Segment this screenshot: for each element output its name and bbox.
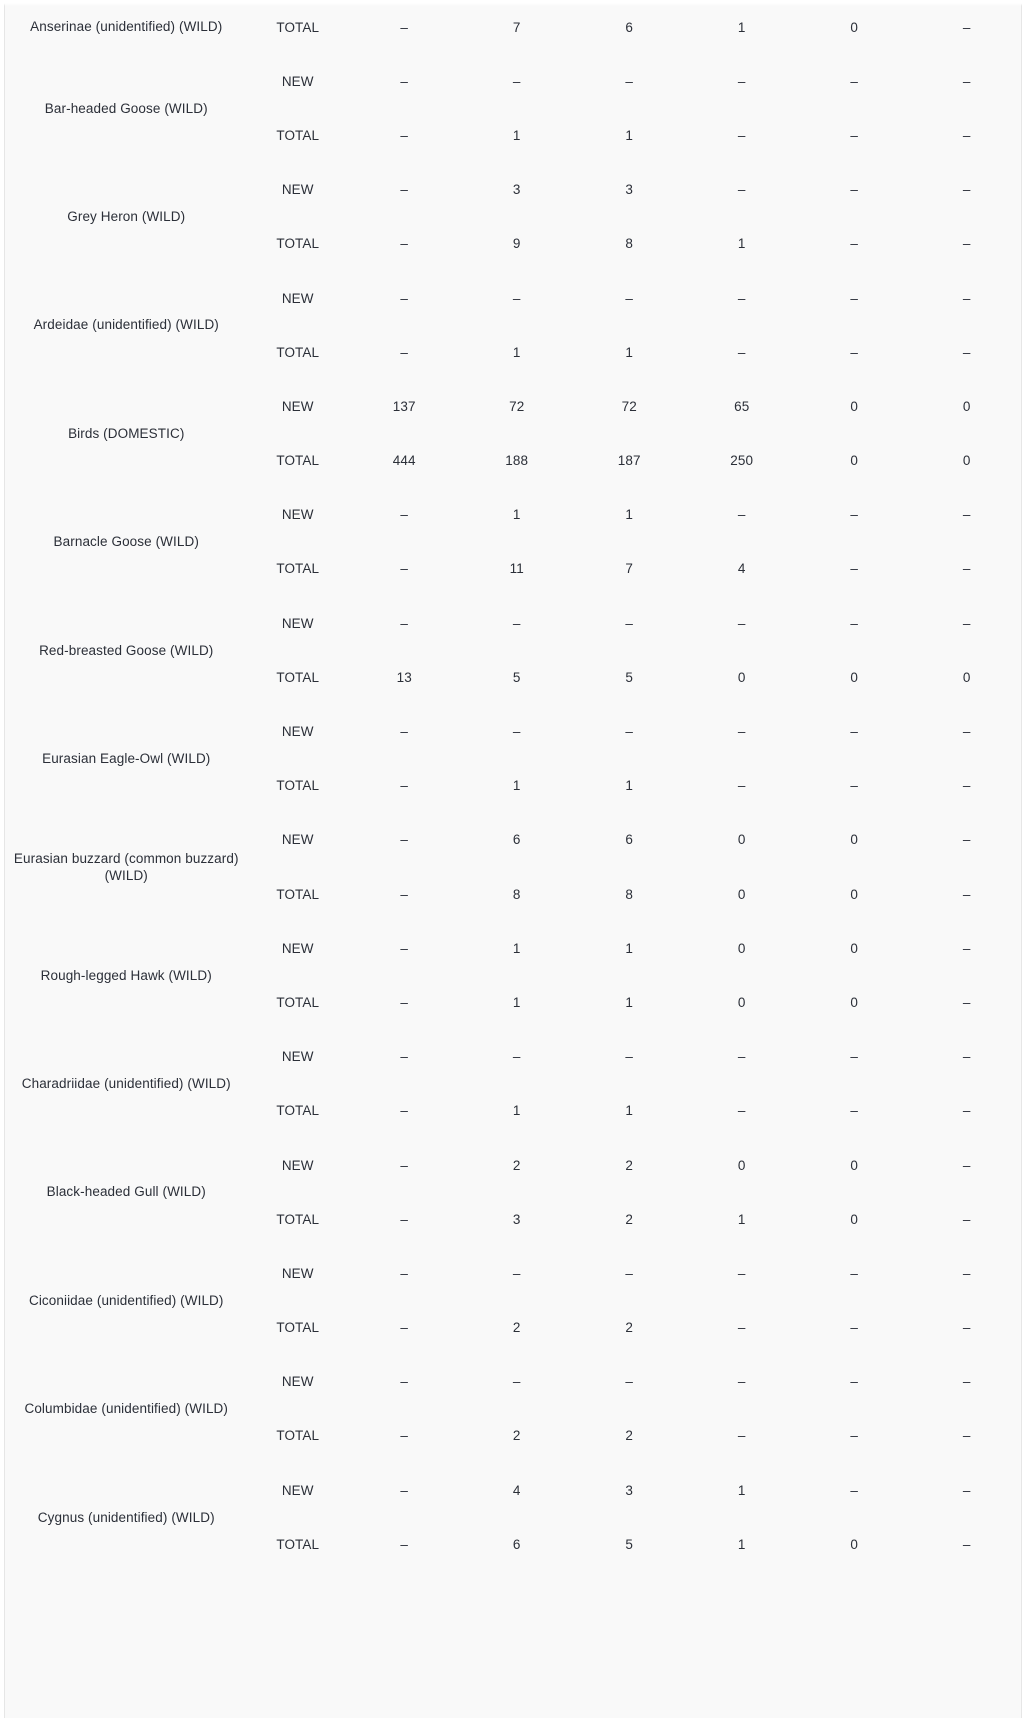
value-cell: 0 (850, 1157, 859, 1173)
metric-label-cell: TOTAL (276, 561, 320, 577)
value-cell: 6 (625, 832, 634, 848)
species-table-panel (4, 0, 1022, 1718)
value-cell: – (962, 832, 971, 848)
value-cell: 137 (392, 398, 416, 414)
metric-label-cell: NEW (281, 832, 314, 848)
metric-label-cell: TOTAL (276, 669, 320, 685)
value-cell: – (962, 1482, 971, 1498)
value-cell: 444 (392, 453, 416, 469)
species-name-cell: Anserinae (unidentified) (WILD) (30, 19, 223, 35)
value-cell: – (962, 615, 971, 631)
value-cell: – (737, 724, 746, 740)
metric-label-cell: NEW (281, 1049, 314, 1065)
value-cell: 0 (962, 669, 971, 685)
value-cell: – (962, 127, 971, 143)
value-cell: – (737, 1374, 746, 1390)
value-cell: – (962, 1049, 971, 1065)
value-cell: 72 (621, 398, 637, 414)
value-cell: 5 (512, 669, 521, 685)
value-cell: – (737, 1265, 746, 1281)
value-cell: – (962, 940, 971, 956)
value-cell: – (850, 1374, 859, 1390)
value-cell: – (400, 1157, 409, 1173)
value-cell: – (737, 73, 746, 89)
value-cell: – (962, 73, 971, 89)
value-cell: 1 (512, 778, 521, 794)
value-cell: – (400, 507, 409, 523)
species-name-cell: Eurasian Eagle-Owl (WILD) (42, 750, 211, 766)
metric-label-cell: TOTAL (276, 1428, 320, 1444)
value-cell: 2 (512, 1320, 521, 1336)
value-cell: 3 (625, 1482, 634, 1498)
metric-label-cell: NEW (281, 615, 314, 631)
value-cell: 9 (512, 236, 521, 252)
table-row (5, 0, 1022, 54)
value-cell: – (737, 1428, 746, 1444)
metric-label-cell: NEW (281, 73, 314, 89)
value-cell: 7 (625, 561, 634, 577)
value-cell: 4 (512, 1482, 521, 1498)
metric-label-cell: TOTAL (276, 19, 320, 35)
value-cell: 1 (737, 19, 746, 35)
species-name-cell: Ciconiidae (unidentified) (WILD) (28, 1292, 224, 1308)
value-cell: 1 (737, 1211, 746, 1227)
metric-label-cell: NEW (281, 290, 314, 306)
value-cell: 0 (850, 886, 859, 902)
value-cell: – (400, 19, 409, 35)
value-cell: – (400, 778, 409, 794)
value-cell: 0 (962, 398, 971, 414)
table-row (5, 921, 1022, 975)
value-cell: – (850, 1049, 859, 1065)
value-cell: – (962, 778, 971, 794)
value-cell: 8 (625, 236, 634, 252)
value-cell: 5 (625, 669, 634, 685)
value-cell: – (737, 290, 746, 306)
value-cell: 1 (625, 994, 634, 1010)
value-cell: – (962, 561, 971, 577)
value-cell: 65 (734, 398, 750, 414)
value-cell: 3 (625, 182, 634, 198)
value-cell: 5 (625, 1536, 634, 1552)
value-cell: 8 (625, 886, 634, 902)
metric-label-cell: NEW (281, 1265, 314, 1281)
value-cell: – (850, 290, 859, 306)
value-cell: – (850, 561, 859, 577)
metric-label-cell: TOTAL (276, 1103, 320, 1119)
metric-label-cell: NEW (281, 940, 314, 956)
value-cell: 0 (850, 669, 859, 685)
value-cell: 2 (625, 1320, 634, 1336)
value-cell: 7 (512, 19, 521, 35)
metric-label-cell: NEW (281, 1157, 314, 1173)
species-name-cell: Rough-legged Hawk (WILD) (40, 967, 212, 983)
value-cell: – (400, 886, 409, 902)
value-cell: 0 (737, 669, 746, 685)
value-cell: 6 (512, 1536, 521, 1552)
value-cell: – (850, 778, 859, 794)
value-cell: 0 (850, 453, 859, 469)
value-cell: 1 (625, 507, 634, 523)
metric-label-cell: NEW (281, 507, 314, 523)
table-row (5, 54, 1022, 108)
value-cell: 0 (737, 994, 746, 1010)
value-cell: – (962, 994, 971, 1010)
value-cell: 0 (737, 886, 746, 902)
value-cell: – (962, 507, 971, 523)
value-cell: – (400, 1482, 409, 1498)
value-cell: – (400, 290, 409, 306)
table-row (5, 379, 1022, 433)
metric-label-cell: TOTAL (276, 453, 320, 469)
value-cell: 1 (512, 940, 521, 956)
value-cell: – (400, 1428, 409, 1444)
value-cell: – (512, 1265, 521, 1281)
value-cell: 4 (737, 561, 746, 577)
value-cell: – (962, 1103, 971, 1119)
value-cell: 187 (617, 453, 641, 469)
table-row (5, 271, 1022, 325)
table-row (5, 163, 1022, 217)
value-cell: – (962, 1320, 971, 1336)
value-cell: 0 (850, 1536, 859, 1552)
value-cell: – (512, 73, 521, 89)
value-cell: – (625, 615, 634, 631)
value-cell: 0 (737, 1157, 746, 1173)
value-cell: – (512, 724, 521, 740)
value-cell: 0 (737, 940, 746, 956)
value-cell: 1 (625, 344, 634, 360)
value-cell: – (962, 182, 971, 198)
value-cell: 2 (625, 1211, 634, 1227)
value-cell: – (400, 724, 409, 740)
value-cell: – (737, 778, 746, 794)
value-cell: 0 (850, 1211, 859, 1227)
species-outbreak-table (5, 0, 1022, 1571)
value-cell: 1 (512, 344, 521, 360)
value-cell: – (625, 1265, 634, 1281)
species-name-cell: Cygnus (unidentified) (WILD) (37, 1509, 215, 1525)
table-row (5, 1138, 1022, 1192)
value-cell: – (962, 1374, 971, 1390)
value-cell: – (512, 1374, 521, 1390)
value-cell: – (737, 182, 746, 198)
table-row (5, 1246, 1022, 1300)
value-cell: – (962, 886, 971, 902)
value-cell: – (512, 290, 521, 306)
value-cell: 6 (625, 19, 634, 35)
metric-label-cell: NEW (281, 1482, 314, 1498)
value-cell: – (737, 1320, 746, 1336)
value-cell: 6 (512, 832, 521, 848)
metric-label-cell: TOTAL (276, 236, 320, 252)
species-name-cell: Ardeidae (unidentified) (WILD) (33, 317, 219, 333)
value-cell: – (962, 236, 971, 252)
value-cell: – (512, 615, 521, 631)
table-row (5, 596, 1022, 650)
value-cell: – (850, 236, 859, 252)
value-cell: 250 (730, 453, 754, 469)
table-row (5, 704, 1022, 758)
value-cell: 1 (737, 236, 746, 252)
value-cell: – (400, 73, 409, 89)
table-row (5, 488, 1022, 542)
value-cell: 72 (509, 398, 525, 414)
species-name-cell: Columbidae (unidentified) (WILD) (24, 1401, 228, 1417)
table-row (5, 813, 1022, 867)
value-cell: – (625, 1374, 634, 1390)
metric-label-cell: TOTAL (276, 1320, 320, 1336)
value-cell: – (400, 1320, 409, 1336)
value-cell: – (400, 832, 409, 848)
metric-label-cell: TOTAL (276, 886, 320, 902)
value-cell: – (737, 1103, 746, 1119)
value-cell: 0 (850, 398, 859, 414)
metric-label-cell: NEW (281, 724, 314, 740)
value-cell: – (850, 1428, 859, 1444)
value-cell: – (850, 615, 859, 631)
value-cell: – (962, 1536, 971, 1552)
species-table-body (5, 0, 1022, 1571)
value-cell: – (512, 1049, 521, 1065)
value-cell: – (962, 344, 971, 360)
metric-label-cell: NEW (281, 1374, 314, 1390)
species-name-cell: Black-headed Gull (WILD) (46, 1184, 206, 1200)
value-cell: – (850, 507, 859, 523)
value-cell: 0 (850, 940, 859, 956)
value-cell: 3 (512, 1211, 521, 1227)
value-cell: – (737, 127, 746, 143)
value-cell: – (400, 236, 409, 252)
value-cell: – (400, 940, 409, 956)
value-cell: 3 (512, 182, 521, 198)
value-cell: 13 (396, 669, 412, 685)
value-cell: – (625, 290, 634, 306)
value-cell: 0 (850, 19, 859, 35)
value-cell: – (400, 1536, 409, 1552)
value-cell: – (625, 724, 634, 740)
metric-label-cell: TOTAL (276, 1536, 320, 1552)
value-cell: – (737, 615, 746, 631)
value-cell: – (962, 1428, 971, 1444)
value-cell: 1 (737, 1482, 746, 1498)
value-cell: – (400, 1265, 409, 1281)
value-cell: 11 (509, 561, 524, 577)
metric-label-cell: TOTAL (276, 778, 320, 794)
value-cell: – (850, 182, 859, 198)
value-cell: – (737, 507, 746, 523)
value-cell: – (850, 1482, 859, 1498)
species-name-cell: Grey Heron (WILD) (67, 209, 186, 225)
species-name-cell: Barnacle Goose (WILD) (53, 534, 199, 550)
value-cell: 2 (512, 1428, 521, 1444)
value-cell: 1 (625, 940, 634, 956)
value-cell: – (737, 344, 746, 360)
value-cell: 0 (850, 832, 859, 848)
metric-label-cell: TOTAL (276, 127, 320, 143)
value-cell: 188 (505, 453, 529, 469)
value-cell: – (850, 127, 859, 143)
metric-label-cell: TOTAL (276, 344, 320, 360)
metric-label-cell: TOTAL (276, 994, 320, 1010)
value-cell: – (850, 1103, 859, 1119)
value-cell: – (400, 561, 409, 577)
value-cell: – (962, 290, 971, 306)
value-cell: – (850, 1320, 859, 1336)
value-cell: 1 (512, 994, 521, 1010)
value-cell: – (850, 724, 859, 740)
table-row (5, 1030, 1022, 1084)
value-cell: 1 (625, 778, 634, 794)
value-cell: 1 (737, 1536, 746, 1552)
value-cell: – (625, 1049, 634, 1065)
value-cell: – (400, 344, 409, 360)
value-cell: – (400, 1211, 409, 1227)
value-cell: – (850, 1265, 859, 1281)
value-cell: – (962, 19, 971, 35)
value-cell: 2 (625, 1428, 634, 1444)
value-cell: 1 (512, 127, 521, 143)
value-cell: – (400, 127, 409, 143)
value-cell: – (400, 1049, 409, 1065)
value-cell: 1 (512, 507, 521, 523)
species-name-cell: Bar-headed Goose (WILD) (44, 100, 208, 116)
table-row (5, 1355, 1022, 1409)
species-name-cell: Eurasian buzzard (common buzzard) (WILD) (13, 850, 239, 883)
metric-label-cell: NEW (281, 182, 314, 198)
species-name-cell: Charadriidae (unidentified) (WILD) (21, 1076, 231, 1092)
value-cell: – (962, 724, 971, 740)
table-row (5, 1463, 1022, 1517)
value-cell: – (400, 1374, 409, 1390)
value-cell: 2 (625, 1157, 634, 1173)
value-cell: – (962, 1157, 971, 1173)
value-cell: – (737, 1049, 746, 1065)
value-cell: – (400, 994, 409, 1010)
value-cell: – (400, 615, 409, 631)
value-cell: 2 (512, 1157, 521, 1173)
value-cell: 8 (512, 886, 521, 902)
value-cell: – (625, 73, 634, 89)
value-cell: – (850, 73, 859, 89)
value-cell: – (962, 1211, 971, 1227)
value-cell: 0 (850, 994, 859, 1010)
value-cell: – (850, 344, 859, 360)
value-cell: 1 (512, 1103, 521, 1119)
value-cell: 1 (625, 1103, 634, 1119)
metric-label-cell: TOTAL (276, 1211, 320, 1227)
species-name-cell: Birds (DOMESTIC) (68, 425, 185, 441)
value-cell: 1 (625, 127, 634, 143)
value-cell: – (962, 1265, 971, 1281)
value-cell: 0 (962, 453, 971, 469)
value-cell: 0 (737, 832, 746, 848)
metric-label-cell: NEW (281, 398, 314, 414)
value-cell: – (400, 182, 409, 198)
species-name-cell: Red-breasted Goose (WILD) (39, 642, 214, 658)
value-cell: – (400, 1103, 409, 1119)
